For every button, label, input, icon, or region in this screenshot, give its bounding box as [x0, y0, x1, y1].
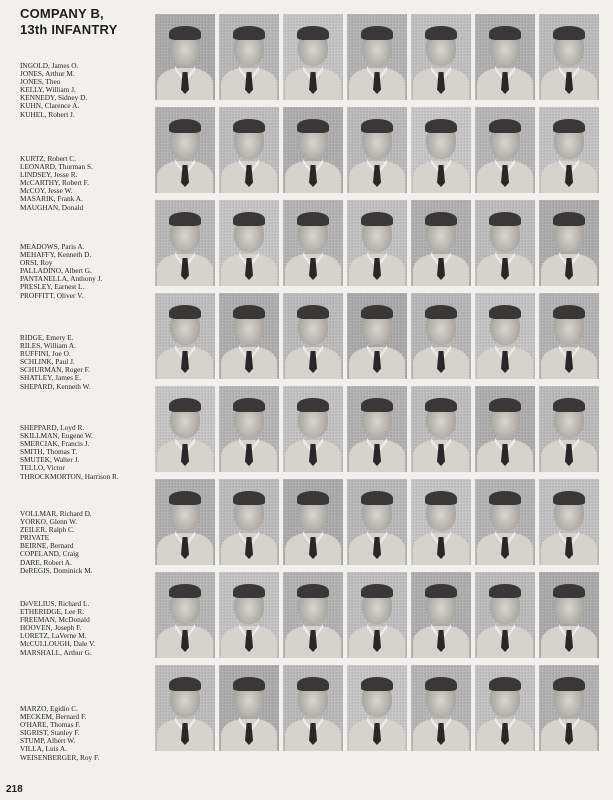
portrait-hair [425, 584, 457, 598]
portrait-hair [489, 584, 521, 598]
portrait-photo [411, 479, 471, 565]
name-entry: VILLA, Luis A. [20, 744, 68, 754]
photo-row [155, 293, 599, 379]
name-entry: SMERCIAK, Francis J. [20, 439, 90, 449]
name-entry: WEISENBERGER, Roy F. [20, 752, 100, 762]
portrait-photo [539, 200, 599, 286]
portrait-photo [219, 14, 279, 100]
portrait-photo [539, 386, 599, 472]
portrait-photo [539, 479, 599, 565]
name-entry: KELLY, William J. [20, 85, 76, 95]
portrait-hair [425, 677, 457, 691]
portrait-hair [361, 398, 393, 412]
portrait-photo [411, 107, 471, 193]
portrait-photo [155, 200, 215, 286]
portrait-hair [425, 212, 457, 226]
photo-row [155, 14, 599, 100]
portrait-hair [489, 212, 521, 226]
name-entry: KUHN, Clarence A. [20, 101, 80, 111]
name-entry: SCHLINK, Paul J. [20, 357, 75, 367]
name-entry: MECKEM, Bernard F. [20, 712, 87, 722]
portrait-hair [169, 677, 201, 691]
portrait-hair [297, 26, 329, 40]
portrait-hair [489, 398, 521, 412]
portrait-photo [347, 386, 407, 472]
name-entry: PRIVATE [20, 533, 50, 543]
portrait-hair [425, 26, 457, 40]
photo-row [155, 200, 599, 286]
company-title: COMPANY B, [20, 6, 104, 21]
portrait-photo [539, 107, 599, 193]
name-entry: TELLO, Victor [20, 463, 65, 473]
portrait-hair [361, 305, 393, 319]
portrait-hair [361, 677, 393, 691]
page-number: 218 [6, 784, 23, 795]
name-entry: PANTANELLA, Anthony J. [20, 274, 103, 284]
portrait-hair [297, 398, 329, 412]
portrait-hair [233, 398, 265, 412]
portrait-photo [411, 572, 471, 658]
name-entry: HOOVEN, Joseph F. [20, 623, 82, 633]
name-entry: PALLADINO, Albert G. [20, 266, 92, 276]
portrait-photo [539, 665, 599, 751]
photo-row [155, 386, 599, 472]
portrait-hair [489, 305, 521, 319]
name-entry: SIGRIST, Stanley F. [20, 728, 80, 738]
portrait-photo [347, 665, 407, 751]
portrait-photo [475, 200, 535, 286]
photo-row [155, 665, 599, 751]
portrait-photo [475, 293, 535, 379]
name-entry: MASARIK, Frank A. [20, 194, 83, 204]
name-entry: RILES, William A. [20, 341, 76, 351]
page-header [20, 6, 117, 38]
name-entry: RIDGE, Emery E. [20, 333, 74, 342]
name-entry: MEHAFFY, Kenneth D. [20, 250, 92, 260]
name-entry: DeVELIUS, Richard L. [20, 599, 90, 608]
name-entry: LINDSEY, Jesse R. [20, 170, 78, 180]
portrait-photo [283, 386, 343, 472]
name-entry: JONES, Theo [20, 77, 61, 87]
name-entry: MARSHALL, Arthur G. [20, 647, 92, 657]
portrait-hair [361, 212, 393, 226]
portrait-photo [411, 386, 471, 472]
name-entry: LEONARD, Thurman S. [20, 162, 93, 172]
name-entry: SHEPPARD, Loyd R. [20, 423, 85, 432]
portrait-hair [425, 398, 457, 412]
photo-row [155, 107, 599, 193]
portrait-photo [475, 665, 535, 751]
name-entry: COPELAND, Craig [20, 549, 79, 559]
name-entry: BEIRNE, Bernard [20, 541, 74, 551]
portrait-photo [219, 479, 279, 565]
regiment-title: 13th INFANTRY [20, 22, 118, 37]
portrait-hair [425, 305, 457, 319]
name-entry: ETHERIDGE, Lee R. [20, 607, 85, 617]
name-group [20, 243, 160, 300]
portrait-hair [361, 584, 393, 598]
name-entry: DeREGIS, Dominick M. [20, 565, 93, 575]
portrait-photo [155, 14, 215, 100]
portrait-hair [297, 119, 329, 133]
portrait-hair [553, 26, 585, 40]
name-entry: O'HARE, Thomas F. [20, 720, 81, 730]
name-entry: PRESLEY, Earnest L. [20, 282, 85, 292]
portrait-photo [155, 665, 215, 751]
portrait-photo [283, 479, 343, 565]
name-entry: MAUGHAN, Donald [20, 202, 84, 212]
name-entry: KENNEDY, Sidney D. [20, 93, 88, 103]
portrait-hair [297, 305, 329, 319]
name-entry: SHEPARD, Kenneth W. [20, 381, 91, 391]
portrait-hair [553, 491, 585, 505]
portrait-hair [233, 26, 265, 40]
portrait-photo [347, 14, 407, 100]
name-entry: SHATLEY, James E. [20, 373, 82, 383]
portrait-hair [553, 677, 585, 691]
portrait-photo [219, 386, 279, 472]
name-group [20, 705, 160, 762]
portrait-photo [475, 14, 535, 100]
portrait-photo [283, 14, 343, 100]
portrait-hair [489, 491, 521, 505]
portrait-hair [425, 119, 457, 133]
portrait-photo [347, 479, 407, 565]
portrait-hair [233, 212, 265, 226]
portrait-hair [489, 677, 521, 691]
portrait-photo [155, 479, 215, 565]
name-entry: MARZO, Egidio C. [20, 704, 78, 713]
name-entry: McCOY, Jesse W. [20, 186, 73, 196]
name-group [20, 334, 160, 391]
portrait-photo [219, 107, 279, 193]
name-entry: STUMP, Albert W. [20, 736, 76, 746]
portrait-photo [155, 107, 215, 193]
name-entry: SMITH, Thomas T. [20, 447, 78, 457]
portrait-photo [347, 293, 407, 379]
portrait-photo [155, 293, 215, 379]
portrait-hair [425, 491, 457, 505]
portrait-photo [283, 107, 343, 193]
portrait-photo [411, 14, 471, 100]
portrait-photo [539, 14, 599, 100]
portrait-photo [539, 293, 599, 379]
portrait-hair [233, 119, 265, 133]
portrait-hair [233, 305, 265, 319]
name-entry: JONES, Arthur M. [20, 69, 75, 79]
portrait-hair [233, 491, 265, 505]
portrait-photo [283, 665, 343, 751]
portrait-photo [411, 293, 471, 379]
name-group [20, 510, 160, 575]
portrait-hair [553, 212, 585, 226]
name-entry: INGOLD, James O. [20, 61, 79, 70]
portrait-photo [347, 200, 407, 286]
portrait-hair [553, 119, 585, 133]
portrait-photo [539, 572, 599, 658]
portrait-hair [169, 26, 201, 40]
portrait-hair [169, 398, 201, 412]
name-entry: VOLLMAR, Richard D. [20, 509, 92, 518]
portrait-photo [411, 665, 471, 751]
portrait-hair [297, 212, 329, 226]
name-entry: YORKO, Glenn W. [20, 517, 78, 527]
name-entry: PROFFITT, Oliver V. [20, 290, 84, 300]
portrait-hair [361, 119, 393, 133]
portrait-photo [475, 107, 535, 193]
name-entry: SMUTEK, Walter J. [20, 455, 80, 465]
portrait-hair [233, 677, 265, 691]
portrait-photo [347, 572, 407, 658]
portrait-hair [169, 584, 201, 598]
portrait-photo [411, 200, 471, 286]
portrait-photo [475, 572, 535, 658]
name-entry: KUHEL, Robert J. [20, 109, 75, 119]
photo-row [155, 572, 599, 658]
name-entry: LORETZ, LaVerne M. [20, 631, 87, 641]
portrait-photo [219, 200, 279, 286]
portrait-photo [155, 386, 215, 472]
portrait-hair [361, 491, 393, 505]
name-entry: SCHURMAN, Roger F. [20, 365, 90, 375]
portrait-hair [553, 584, 585, 598]
photo-row [155, 479, 599, 565]
portrait-hair [553, 398, 585, 412]
name-entry: ORSI, Roy [20, 258, 53, 268]
name-entry: RUFFINI, Joe O. [20, 349, 71, 359]
name-entry: MEADOWS, Paris A. [20, 242, 85, 251]
portrait-hair [169, 491, 201, 505]
name-entry: THROCKMORTON, Harrison R. [20, 471, 119, 481]
name-entry: FREEMAN, McDonald [20, 615, 90, 625]
name-entry: McCULLOUGH, Dale V. [20, 639, 96, 649]
portrait-photo [283, 293, 343, 379]
portrait-photo [475, 386, 535, 472]
portrait-photo [155, 572, 215, 658]
portrait-hair [489, 119, 521, 133]
portrait-hair [169, 212, 201, 226]
portrait-hair [553, 305, 585, 319]
portrait-hair [489, 26, 521, 40]
name-entry: SKILLMAN, Eugene W. [20, 431, 93, 441]
name-entry: DARE, Robert A. [20, 557, 72, 567]
portrait-hair [361, 26, 393, 40]
portrait-photo [475, 479, 535, 565]
portrait-hair [169, 305, 201, 319]
name-group [20, 62, 160, 119]
name-entry: ZEILER, Ralph C. [20, 525, 75, 535]
portrait-photo [347, 107, 407, 193]
name-entry: McCARTHY, Robert F. [20, 178, 89, 188]
portrait-hair [233, 584, 265, 598]
portrait-hair [297, 677, 329, 691]
name-group [20, 155, 160, 212]
portrait-hair [169, 119, 201, 133]
name-group [20, 424, 160, 481]
name-group [20, 600, 160, 657]
portrait-hair [297, 584, 329, 598]
portrait-photo [283, 200, 343, 286]
portrait-photo [219, 572, 279, 658]
name-entry: KURTZ, Robert C. [20, 154, 76, 163]
portrait-hair [297, 491, 329, 505]
portrait-photo [219, 665, 279, 751]
portrait-photo [283, 572, 343, 658]
portrait-photo [219, 293, 279, 379]
